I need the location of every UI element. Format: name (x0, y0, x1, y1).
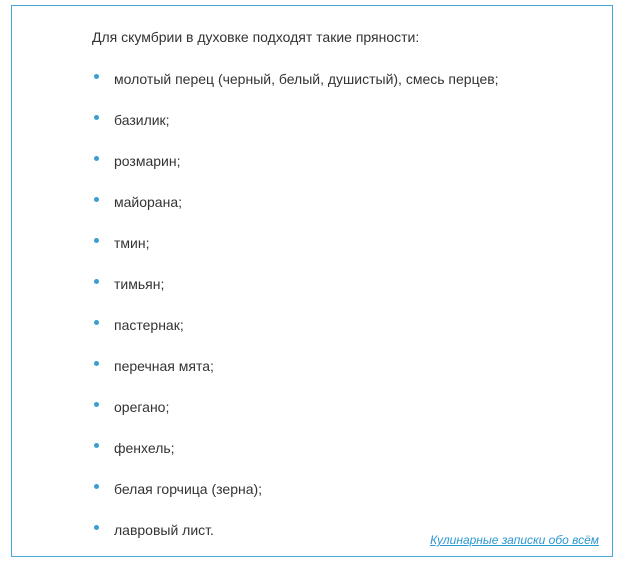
bullet-icon (94, 402, 99, 407)
list-item-text: белая горчица (зерна); (114, 481, 263, 497)
bullet-icon (94, 156, 99, 161)
list-item-text: тимьян; (114, 276, 165, 292)
bullet-icon (94, 484, 99, 489)
bullet-icon (94, 525, 99, 530)
bullet-icon (94, 197, 99, 202)
bullet-icon (94, 443, 99, 448)
list-item-text: орегано; (114, 399, 170, 415)
bullet-icon (94, 279, 99, 284)
list-item-text: майорана; (114, 194, 182, 210)
list-item-text: пастернак; (114, 317, 184, 333)
bullet-icon (94, 74, 99, 79)
list-item-text: базилик; (114, 112, 170, 128)
bullet-icon (94, 238, 99, 243)
list-item-text: фенхель; (114, 440, 175, 456)
content-card (11, 5, 613, 557)
bullet-icon (94, 361, 99, 366)
list-item-text: тмин; (114, 235, 150, 251)
intro-text: Для скумбрии в духовке подходят такие пряности: (92, 29, 420, 45)
list-item-text: лавровый лист. (114, 522, 214, 538)
bullet-icon (94, 320, 99, 325)
source-link[interactable]: Кулинарные записки обо всём (430, 533, 599, 547)
list-item-text: перечная мята; (114, 358, 214, 374)
list-item-text: молотый перец (черный, белый, душистый), смесь перцев; (114, 71, 499, 87)
list-item-text: розмарин; (114, 153, 181, 169)
bullet-icon (94, 115, 99, 120)
